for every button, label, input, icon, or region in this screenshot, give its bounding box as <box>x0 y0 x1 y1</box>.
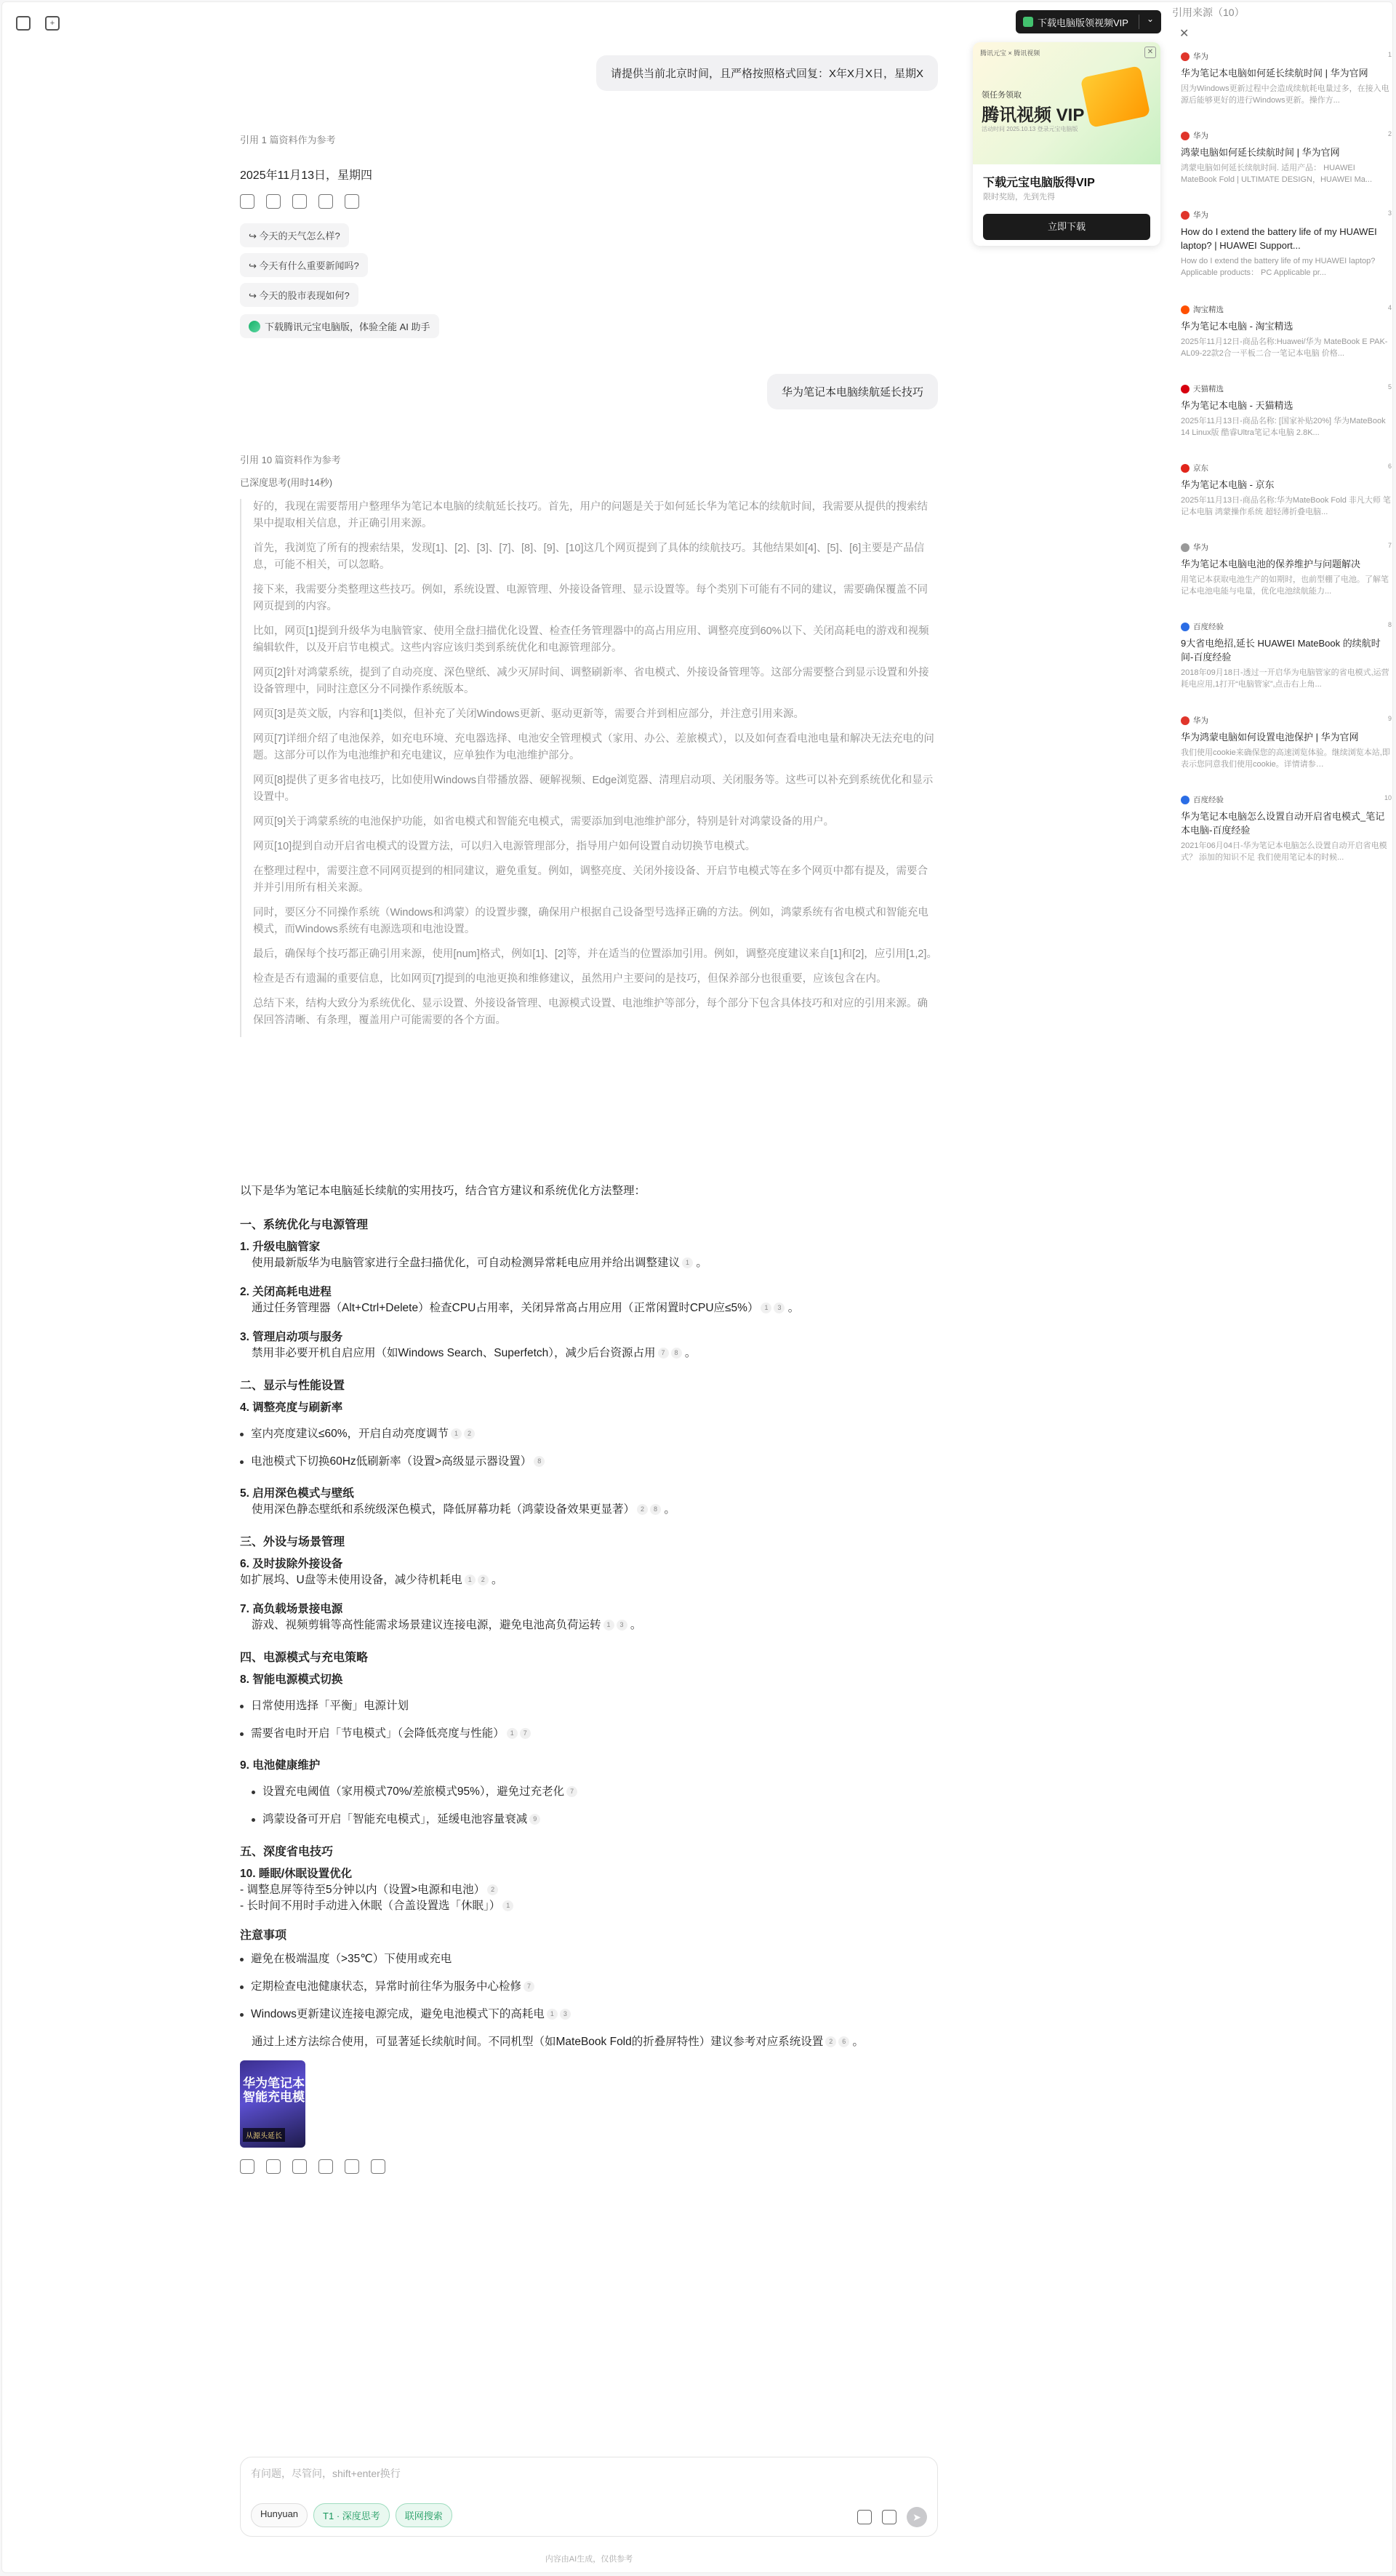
tip-item: 7. 高负载场景接电源 游戏、视频剪辑等高性能需求场景建议连接电源，避免电池高负荷运转 1 3 。 <box>240 1600 938 1635</box>
thinking-paragraph: 好的，我现在需要帮用户整理华为笔记本电脑的续航延长技巧。首先，用户的问题是关于如何延长华为笔记本的续航时间，我需要从提供的搜索结果中提取相关信息，并正确引用来源。 <box>253 501 928 529</box>
source-title: 9大省电绝招,延长 HUAWEI MateBook 的续航时间-百度经验 <box>1181 638 1381 663</box>
thinking-paragraph: 网页[2]针对鸿蒙系统，提到了自动亮度、深色壁纸、减少灭屏时间、调整刷新率、省电模式、外接设备管理等。这部分需要整合到显示设置和外接设备管理中，同时注意区分不同操作系统版本。 <box>253 667 929 695</box>
site-favicon-icon <box>1181 132 1190 140</box>
sources-header: 引用来源（10） <box>1172 7 1245 18</box>
citation-badge[interactable]: 8 <box>671 1348 682 1359</box>
close-icon[interactable]: ✕ <box>1179 28 1190 40</box>
thumbs-up-icon[interactable] <box>292 2159 307 2174</box>
source-site: 百度经验 <box>1193 796 1224 804</box>
web-search-toggle[interactable]: 联网搜索 <box>396 2503 452 2527</box>
closing-text: 通过上述方法综合使用，可显著延长续航时间。不同机型（如MateBook Fold的折叠屏特性）建议参考对应系统设置 <box>252 2036 824 2048</box>
source-title: 华为笔记本电脑电池的保养维护与问题解决 <box>1181 559 1361 569</box>
bullet-text: 避免在极端温度（>35℃）下使用或充电 <box>251 1953 452 1965</box>
tip-item: 3. 管理启动项与服务 禁用非必要开机自启应用（如Windows Search、Superfetch），减少后台资源占用 7 8 。 <box>240 1328 938 1363</box>
citation-badge[interactable]: 1 <box>547 2009 558 2020</box>
bullet-item <box>240 1452 938 1471</box>
vip-download-button[interactable] <box>1016 10 1161 33</box>
source-number: 1 <box>1387 51 1392 58</box>
promo-line: 领任务领取 <box>982 91 1022 100</box>
thinking-paragraph: 检查是否有遗漏的重要信息，比如网页[7]提到的电池更换和维修建议，虽然用户主要问的是技巧，但保养部分也很重要，应该包含在内。 <box>253 973 887 985</box>
tip-text: 游戏、视频剪辑等高性能需求场景建议连接电源，避免电池高负荷运转 <box>252 1619 601 1631</box>
source-card[interactable] <box>1181 51 1392 106</box>
citation-badge[interactable]: 2 <box>464 1428 475 1439</box>
bullet-item <box>240 2005 938 2024</box>
source-card[interactable] <box>1181 621 1392 690</box>
source-title: 华为笔记本电脑 - 天猫精选 <box>1181 400 1293 411</box>
source-card[interactable] <box>1181 209 1392 279</box>
tip-title: 1. 升级电脑管家 <box>240 1241 321 1253</box>
bullet-text: 需要省电时开启「节电模式」（会降低亮度与性能） <box>251 1727 505 1740</box>
citation-badge[interactable]: 1 <box>465 1575 476 1585</box>
source-snippet: 2025年11月13日-商品名称:华为MateBook Fold 非凡大师 笔记本电脑 鸿蒙操作系统 超轻薄折叠电脑... <box>1181 496 1391 516</box>
thinking-paragraph: 在整理过程中，需要注意不同网页提到的相同建议，避免重复。例如，调整亮度、关闭外接设备、开启节电模式等在多个网页中都有提及，需要合并并引用所有相关来源。 <box>253 865 928 894</box>
source-snippet: 2025年11月13日-商品名称: [国家补贴20%] 华为MateBook 14 Linux版 酷睿Ultra笔记本电脑 2.8K... <box>1181 417 1386 437</box>
message-actions <box>240 194 359 209</box>
video-logo-icon <box>1023 17 1033 27</box>
source-number: 6 <box>1387 463 1392 470</box>
close-icon[interactable]: ✕ <box>1144 47 1156 58</box>
site-favicon-icon <box>1181 52 1190 61</box>
tip-item <box>240 1865 938 1913</box>
tip-item: 6. 及时拔除外接设备 如扩展坞、U盘等未使用设备，减少待机耗电 1 2 。 <box>240 1555 938 1587</box>
source-title: How do I extend the battery life of my HUAWEI laptop? | HUAWEI Support... <box>1181 226 1377 251</box>
thinking-content <box>240 499 938 1037</box>
citation-badge[interactable]: 1 <box>451 1428 462 1439</box>
promo-badge: 腾讯元宝 × 腾讯视频 <box>980 49 1040 57</box>
site-favicon-icon <box>1181 716 1190 725</box>
site-favicon-icon <box>1181 796 1190 804</box>
thumbnail-title: 华为笔记本智能充电模 <box>243 2076 305 2104</box>
send-button[interactable]: ➤ <box>907 2507 927 2527</box>
bullet-text: Windows更新建议连接电源完成，避免电池模式下的高耗电 <box>251 2008 545 2020</box>
copy-icon[interactable] <box>240 194 254 209</box>
vip-button-label: 下载电脑版领视频VIP <box>1038 17 1128 28</box>
source-snippet: How do I extend the battery life of my HUAWEI laptop? Applicable products： PC Applicable pr... <box>1181 257 1376 277</box>
site-favicon-icon <box>1181 543 1190 552</box>
download-app-label: 下载腾讯元宝电脑版，体验全能 AI 助手 <box>265 321 430 332</box>
new-chat-icon[interactable]: + <box>45 16 60 31</box>
source-snippet: 因为Windows更新过程中会造成续航耗电量过多，在接入电源后能够更好的进行Windows更新。操作方... <box>1181 84 1389 105</box>
source-card[interactable] <box>1181 383 1392 439</box>
bullet-item <box>240 1724 938 1743</box>
source-title: 华为笔记本电脑如何延长续航时间 | 华为官网 <box>1181 68 1368 79</box>
bullet-text: 室内亮度建议≤60%，开启自动亮度调节 <box>251 1428 449 1440</box>
chat-input[interactable] <box>240 2457 938 2537</box>
thinking-paragraph: 首先，我浏览了所有的搜索结果，发现[1]、[2]、[3]、[7]、[8]、[9]、[10]这几个网页提到了具体的续航技巧。其他结果如[4]、[5]、[6]主要是产品信息，可能不相关，可以忽略。 <box>253 543 925 571</box>
regenerate-icon[interactable] <box>345 2159 359 2174</box>
message-actions <box>240 2159 938 2174</box>
citation-badge[interactable]: 1 <box>761 1303 771 1313</box>
citation-badge[interactable]: 9 <box>529 1814 540 1825</box>
bullet-item <box>240 1977 938 1996</box>
citation-badge[interactable]: 1 <box>603 1620 614 1631</box>
citation-badge[interactable]: 2 <box>825 2036 836 2047</box>
tip-title: 10. 睡眠/休眠设置优化 <box>240 1868 353 1880</box>
tip-text: 使用最新版华为电脑管家进行全盘扫描优化，可自动检测异常耗电应用并给出调整建议 <box>252 1257 681 1269</box>
thinking-paragraph: 网页[10]提到自动开启省电模式的设置方法，可以归入电源管理部分，指导用户如何设置自动切换节电模式。 <box>253 841 756 852</box>
tip-title: 5. 启用深色模式与壁纸 <box>240 1487 354 1500</box>
source-number: 5 <box>1387 383 1392 391</box>
section-heading: 一、系统优化与电源管理 <box>240 1219 369 1231</box>
bullet-text: 电池模式下切换60Hz低刷新率（设置>高级显示器设置） <box>251 1455 532 1468</box>
copy-icon[interactable] <box>240 2159 254 2174</box>
source-title: 华为鸿蒙电脑如何设置电池保护 | 华为官网 <box>1181 732 1359 743</box>
thinking-paragraph: 网页[8]提供了更多省电技巧，比如使用Windows自带播放器、硬解视频、Edge浏览器、清理启动项、关闭服务等。这些可以补充到系统优化和显示设置中。 <box>253 775 934 803</box>
source-card[interactable] <box>1181 130 1392 185</box>
tip-text: 禁用非必要开机自启应用（如Windows Search、Superfetch），减少后台资源占用 <box>252 1347 656 1359</box>
section-heading: 三、外设与场景管理 <box>240 1536 345 1548</box>
thumbnail-caption: 从源头延长 <box>243 2128 285 2142</box>
file-upload-icon[interactable] <box>882 2510 896 2524</box>
tip-title: 8. 智能电源模式切换 <box>240 1673 343 1686</box>
tip-title: 6. 及时拔除外接设备 <box>240 1558 343 1570</box>
citation-badge[interactable]: 2 <box>637 1504 648 1515</box>
promo-subtitle: 限时奖励，先到先得 <box>983 193 1055 201</box>
source-site: 华为 <box>1193 716 1208 725</box>
thumbs-down-icon[interactable] <box>318 194 333 209</box>
download-app-button[interactable] <box>240 314 439 338</box>
thinking-paragraph: 网页[9]关于鸿蒙系统的电池保护功能，如省电模式和智能充电模式，需要添加到电池维护部分，特别是针对鸿蒙设备的用户。 <box>253 816 835 828</box>
source-snippet: 2025年11月12日-商品名称:Huawei/华为 MateBook E PAK-AL09-22款2合一平板二合一笔记本电脑 价格... <box>1181 337 1388 358</box>
bullet-item <box>240 1810 938 1829</box>
tip-text: 使用深色静态壁纸和系统级深色模式，降低屏幕功耗（鸿蒙设备效果更显著） <box>252 1503 635 1516</box>
citation-badge[interactable]: 8 <box>534 1456 545 1467</box>
thumbs-up-icon[interactable] <box>292 194 307 209</box>
video-thumbnail[interactable] <box>240 2060 305 2148</box>
source-title: 华为笔记本电脑 - 京东 <box>1181 479 1275 490</box>
source-number: 3 <box>1387 209 1392 217</box>
thinking-paragraph: 接下来，我需要分类整理这些技巧。例如，系统设置、电源管理、外接设备管理、显示设置等。每个类别下可能有不同的建议，需要确保覆盖不同网页提到的内容。 <box>253 584 928 612</box>
user-message: 华为笔记本电脑续航延长技巧 <box>767 374 938 409</box>
source-card[interactable] <box>1181 794 1392 863</box>
source-card[interactable] <box>1181 542 1392 597</box>
bookmark-icon[interactable] <box>266 2159 281 2174</box>
promo-title: 下载元宝电脑版得VIP <box>983 177 1095 189</box>
top-toolbar <box>16 16 60 31</box>
input-actions <box>857 2507 927 2527</box>
share-icon[interactable] <box>345 194 359 209</box>
promo-popup <box>973 42 1160 246</box>
tip-text: - 长时间不用时手动进入休眠（合盖设置选「休眠」） <box>240 1900 501 1912</box>
citation-badge[interactable]: 1 <box>507 1728 518 1739</box>
input-controls <box>251 2503 452 2527</box>
citation-badge[interactable]: 8 <box>650 1504 661 1515</box>
promo-fineprint: 活动时间 2025.10.13 登录元宝电脑版 <box>982 126 1078 132</box>
bookmark-icon[interactable] <box>266 194 281 209</box>
bullet-item <box>240 1950 938 1969</box>
source-site: 淘宝精选 <box>1193 305 1224 314</box>
site-favicon-icon <box>1181 385 1190 393</box>
disclaimer: 内容由AI生成，仅供参考 <box>545 2555 633 2564</box>
bullet-text: 定期检查电池健康状态，异常时前往华为服务中心检修 <box>251 1980 522 1993</box>
source-snippet: 用笔记本获取电池生产的如期时，也前型棚了电池。了解笔记本电池电能与电量，优化电池续航能力... <box>1181 575 1389 596</box>
citation-badge[interactable]: 2 <box>487 1884 498 1895</box>
yuanbao-logo-icon <box>249 321 260 332</box>
source-title: 华为笔记本电脑 - 淘宝精选 <box>1181 321 1293 332</box>
tip-item <box>240 1671 938 1687</box>
source-site: 京东 <box>1193 464 1208 473</box>
thinking-paragraph: 网页[7]详细介绍了电池保养，如充电环境、充电器选择、电池安全管理模式（家用、办公、差旅模式），以及如何查看电池电量和解决无法充电的问题。这部分可以作为电池维护和充电建议，应单独作为电池维护部分。 <box>253 733 934 761</box>
source-title: 华为笔记本电脑怎么设置自动开启省电模式_笔记本电脑-百度经验 <box>1181 811 1385 836</box>
answer-body: 以下是华为笔记本电脑延长续航的实用技巧，结合官方建议和系统优化方法整理： 一、系统优化与电源管理 1. 升级电脑管家 使用最新版华为电脑管家进行全盘扫描优化，可自动检测异常耗电应用并给出调整建议 1 。 2. 关闭高耗电进程 通过任务管理器（Alt+Ctrl+Delete）检查CPU占用率，关闭异常高占用应用（正常闲置时CPU应≤5%） 1 3 。 3. 管理启动项与服务 禁用非必要开机自启应用（如Windows Search、Superfetch），减少后台资源占用 7 8 。 二、显示与性能设置 4. 调整亮度与刷新率 室内亮度建议≤60%，开启自动亮度调节 1 2 电池模式下切换60Hz低刷新率（设置>高级显示器设置） 8 5. 启用深色模式与壁纸 使用深色静态壁纸和系统级深色模式，降低屏幕功耗（鸿蒙设备效果更显著） 2 8 。 三、外设与场景管理 6. 及时拔除外接设备 如扩展坞、U盘等未使用设备，减少待机耗电 1 2 。 7. 高负载场景接电源 游戏、视频剪辑等高性能需求场景建议连接电源，避免电池高负荷运转 1 3 。 四、电源模式与充电策略 8. 智能电源模式切换 日常使用选择「平衡」电源计划 需要省电时开启「节电模式」（会降低亮度与性能） 1 7 9. 电池健康维护 设置充电阈值（家用模式70%/差旅模式95%），避免过充老化 7 鸿蒙设备可开启「智能充电模式」，延缓电池容量衰减 9 五、深度省电技巧 10. 睡眠/休眠设置优化 - 调整息屏等待至5分钟以内（设置>电源和电池） 2 - 长时间不用时手动进入休眠（合盖设置选「休眠」） 1 注意事项 避免在极端温度（>35℃）下使用或充电 定期检查电池健康状态，异常时前往华为服务中心检修 7 Windows更新建议连接电源完成，避免电池模式下的高耗电 1 3 通过上述方法综合使用，可显著延长续航时间。不同机型（如MateBook Fold的折叠屏特性）建议参考对应系统设置 2 6 。 华为笔记本智能充电模 从源头延长 <box>240 1182 938 2174</box>
promo-download-button[interactable]: 立即下载 <box>983 214 1150 240</box>
source-snippet: 2021年06月04日-华为笔记本电脑怎么设置自动开启省电模式？ 添加的知识不足 我们使用笔记本的时候... <box>1181 841 1387 862</box>
bullet-item <box>240 1697 938 1716</box>
vip-ticket-icon <box>1080 65 1151 128</box>
source-snippet: 我们使用cookie来确保您的高速浏览体验。继续浏览本站,即表示您同意我们使用cookie。详情请参… <box>1181 748 1390 769</box>
citation-badge[interactable]: 6 <box>838 2036 849 2047</box>
bullet-text: 鸿蒙设备可开启「智能充电模式」，延缓电池容量衰减 <box>262 1813 528 1825</box>
tip-item <box>240 1756 938 1772</box>
source-site: 华为 <box>1193 132 1208 140</box>
source-card[interactable] <box>1181 304 1392 359</box>
model-selector[interactable]: Hunyuan <box>251 2503 308 2527</box>
tip-title: 7. 高负载场景接电源 <box>240 1603 343 1615</box>
section-heading: 四、电源模式与充电策略 <box>240 1652 369 1664</box>
source-snippet: 2018年09月18日-透过一开启华为电脑管家的省电模式,运营耗电应用,1打开“电脑管家”,点击右上角... <box>1181 668 1389 689</box>
share-icon[interactable] <box>371 2159 385 2174</box>
tip-title: 9. 电池健康维护 <box>240 1759 321 1772</box>
source-number: 4 <box>1387 304 1392 311</box>
citation-badge[interactable]: 7 <box>566 1786 577 1797</box>
tip-title: 2. 关闭高耗电进程 <box>240 1286 332 1298</box>
promo-headline: 腾讯视频 VIP <box>982 105 1085 125</box>
suggestion-chip[interactable]: ↪ 今天的股市表现如何? <box>240 283 358 307</box>
answer-intro: 以下是华为笔记本电脑延长续航的实用技巧，结合官方建议和系统优化方法整理： <box>240 1185 646 1197</box>
tip-item <box>240 1399 938 1415</box>
thinking-paragraph: 同时，要区分不同操作系统（Windows和鸿蒙）的设置步骤，确保用户根据自己设备型号选择正确的方法。例如，鸿蒙系统有省电模式和智能充电模式，而Windows系统有电源选项和电池设置。 <box>253 907 928 935</box>
answer-text: 2025年11月13日，星期四 <box>240 169 373 182</box>
citation-badge[interactable]: 1 <box>502 1900 513 1911</box>
site-favicon-icon <box>1181 211 1190 220</box>
section-heading: 二、显示与性能设置 <box>240 1380 345 1392</box>
citation-badge[interactable]: 3 <box>774 1303 785 1313</box>
bullet-text: 日常使用选择「平衡」电源计划 <box>251 1700 409 1712</box>
source-number: 9 <box>1387 715 1392 722</box>
bullet-text: 设置充电阈值（家用模式70%/差旅模式95%），避免过充老化 <box>262 1785 565 1798</box>
source-card[interactable] <box>1181 715 1392 770</box>
section-heading: 五、深度省电技巧 <box>240 1846 334 1858</box>
thinking-paragraph: 总结下来，结构大致分为系统优化、显示设置、外接设备管理、电源模式设置、电池维护等部分，每个部分下包含具体技巧和对应的引用来源。确保回答清晰、有条理，覆盖用户可能需要的各个方面。 <box>253 998 928 1026</box>
tip-item: 1. 升级电脑管家 使用最新版华为电脑管家进行全盘扫描优化，可自动检测异常耗电应用并给出调整建议 1 。 <box>240 1238 938 1273</box>
user-message: 请提供当前北京时间，且严格按照格式回复：X年X月X日，星期X <box>596 55 938 91</box>
site-favicon-icon <box>1181 623 1190 631</box>
input-placeholder: 有问题，尽管问，shift+enter换行 <box>251 2468 401 2479</box>
source-site: 天猫精选 <box>1193 385 1224 393</box>
chevron-down-icon[interactable]: ⌄ <box>1146 14 1154 24</box>
tip-title: 3. 管理启动项与服务 <box>240 1331 343 1343</box>
site-favicon-icon <box>1181 464 1190 473</box>
citation-badge[interactable]: 7 <box>658 1348 669 1359</box>
citation-badge[interactable]: 3 <box>617 1620 627 1631</box>
source-site: 百度经验 <box>1193 623 1224 631</box>
promo-banner <box>973 42 1160 164</box>
suggestion-chip[interactable]: ↪ 今天的天气怎么样? <box>240 223 349 247</box>
citation-badge[interactable]: 7 <box>524 1981 534 1992</box>
citation-badge[interactable]: 7 <box>520 1728 531 1739</box>
bullet-item <box>240 1425 938 1444</box>
tip-item: 5. 启用深色模式与壁纸 使用深色静态壁纸和系统级深色模式，降低屏幕功耗（鸿蒙设备效果更显著） 2 8 。 <box>240 1484 938 1519</box>
citation-badge[interactable]: 3 <box>560 2009 571 2020</box>
deep-think-toggle[interactable]: T1 · 深度思考 <box>313 2503 390 2527</box>
source-site: 华为 <box>1193 211 1208 220</box>
thinking-header[interactable]: 已深度思考(用时14秒) <box>240 477 333 488</box>
image-upload-icon[interactable] <box>857 2510 872 2524</box>
tip-text: - 调整息屏等待至5分钟以内（设置>电源和电池） <box>240 1884 486 1896</box>
citation-badge[interactable]: 2 <box>478 1575 489 1585</box>
source-number: 2 <box>1387 130 1392 137</box>
sources-panel <box>1172 0 1396 945</box>
source-number: 7 <box>1387 542 1392 549</box>
source-title: 鸿蒙电脑如何延长续航时间 | 华为官网 <box>1181 147 1340 158</box>
site-favicon-icon <box>1181 305 1190 314</box>
citation-badge[interactable]: 1 <box>682 1257 693 1268</box>
thumbs-down-icon[interactable] <box>318 2159 333 2174</box>
source-number: 10 <box>1384 794 1392 801</box>
notes-heading: 注意事项 <box>240 1929 287 1942</box>
tip-title: 4. 调整亮度与刷新率 <box>240 1401 343 1414</box>
thinking-paragraph: 最后，确保每个技巧都正确引用来源，使用[num]格式，例如[1]、[2]等，并在适当的位置添加引用。例如，调整亮度建议来自[1]和[2]，应引用[1,2]。 <box>253 948 937 960</box>
thinking-paragraph: 比如，网页[1]提到升级华为电脑管家、使用全盘扫描优化设置、检查任务管理器中的高占用应用、调整亮度到60%以下、关闭高耗电的游戏和视频编辑软件，以及开启节电模式。这些内容应该归类到系统优化和电源管理部分。 <box>253 625 929 654</box>
source-snippet: 鸿蒙电脑如何延长续航时间. 适用产品： HUAWEI MateBook Fold | ULTIMATE DESIGN，HUAWEI Ma... <box>1181 164 1373 184</box>
bullet-item <box>240 1783 938 1801</box>
tip-text: 如扩展坞、U盘等未使用设备，减少待机耗电 <box>240 1574 462 1586</box>
source-number: 8 <box>1387 621 1392 628</box>
tip-text: 通过任务管理器（Alt+Ctrl+Delete）检查CPU占用率，关闭异常高占用应用（正常闲置时CPU应≤5%） <box>252 1302 759 1314</box>
reference-count[interactable]: 引用 10 篇资料作为参考 <box>240 455 341 465</box>
tip-item: 2. 关闭高耗电进程 通过任务管理器（Alt+Ctrl+Delete）检查CPU占用率，关闭异常高占用应用（正常闲置时CPU应≤5%） 1 3 。 <box>240 1283 938 1318</box>
source-card[interactable] <box>1181 463 1392 518</box>
reference-count[interactable]: 引用 1 篇资料作为参考 <box>240 135 336 145</box>
sidebar-toggle-icon[interactable] <box>16 16 31 31</box>
suggestion-chip[interactable]: ↪ 今天有什么重要新闻吗? <box>240 253 368 277</box>
source-site: 华为 <box>1193 543 1208 552</box>
source-site: 华为 <box>1193 52 1208 61</box>
thinking-paragraph: 网页[3]是英文版，内容和[1]类似，但补充了关闭Windows更新、驱动更新等，需要合并到相应部分，并注意引用来源。 <box>253 708 805 720</box>
